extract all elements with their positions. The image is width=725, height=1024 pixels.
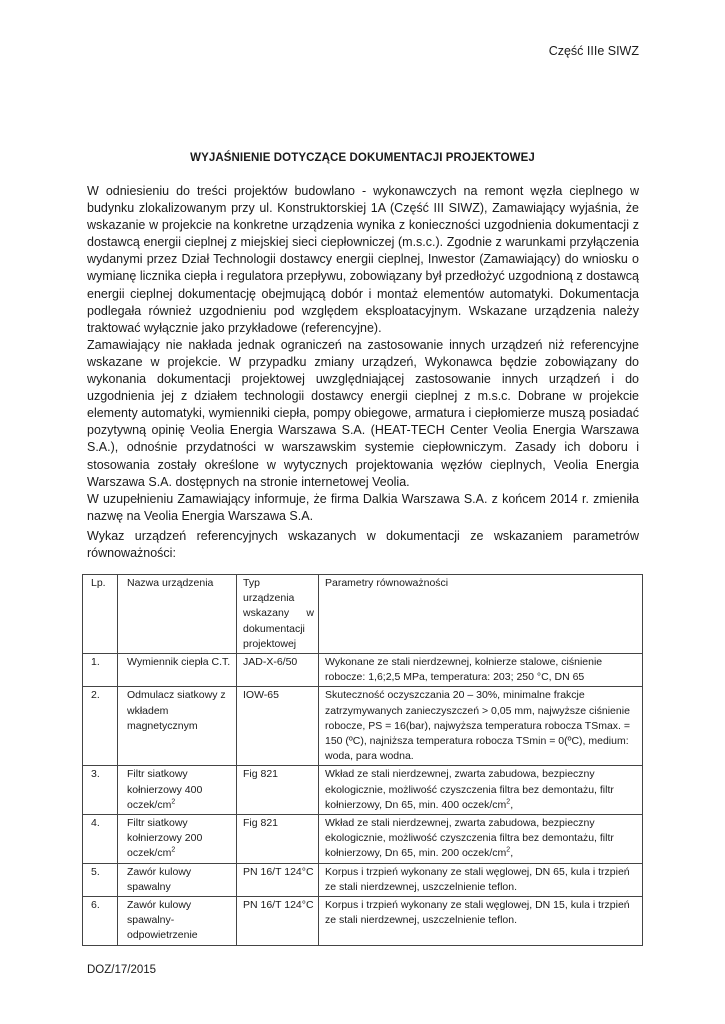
- row-lp: 2.: [83, 687, 118, 766]
- document-title: WYJAŚNIENIE DOTYCZĄCE DOKUMENTACJI PROJEKTOWEJ: [190, 152, 535, 164]
- row-name: [118, 766, 237, 815]
- header-part-label: Część IIIe SIWZ: [548, 44, 639, 58]
- paragraph-3: W uzupełnieniu Zamawiający informuje, że firma Dalkia Warszawa S.A. z końcem 2014 r. zmieniła nazwę na Veolia Energia Warszawa S.A.: [87, 491, 639, 523]
- row-lp: 4.: [83, 815, 118, 864]
- row-params-sup: 2: [506, 846, 511, 854]
- document-body: [87, 183, 639, 525]
- row-lp: 1.: [83, 654, 118, 687]
- row-params: Skuteczność oczyszczania 20 – 30%, minimalne frakcje zatrzymywanych zanieczyszczeń > 0,05 mm, najwyższe ciśnienie robocze, PS = 16(bar), najwyższa temperatura robocza TSmax. = 150 (ºC), najniższa temperatura robocza TSmin = 0(ºC), medium: woda, para wodna.: [319, 687, 643, 766]
- footer-reference: DOZ/17/2015: [87, 964, 157, 976]
- row-name: Wymiennik ciepła C.T.: [118, 654, 237, 687]
- row-params: Korpus i trzpień wykonany ze stali węglowej, DN 15, kula i trzpień ze stali nierdzewnej, uszczelnienie teflon.: [319, 897, 643, 946]
- row-params: [319, 766, 643, 815]
- header-params: Parametry równoważności: [319, 575, 643, 654]
- table-row: [83, 687, 643, 766]
- row-type: IOW-65: [237, 687, 319, 766]
- row-name-text: Filtr siatkowy kołnierzowy 200: [127, 817, 203, 845]
- paragraph-2: Zamawiający nie nakłada jednak ograniczeń na zastosowanie innych urządzeń niż referencyjne wskazane w projekcie. W przypadku zmiany urządzeń, Wykonawca będzie zobowiązany do wykonania dokumentacji projektowej uwzględniającej zastosowanie innych urządzeń i do uzgodnienia jej z działem technologii dostawcy energii cieplnej z m.s.c. Dobrane w projekcie elementy automatyki, wymienniki ciepła, pompy obiegowe, armatura i ciepłomierze muszą posiadać pozytywną opinię Veolia Energia Warszawa S.A. (HEAT-TECH Center Veolia Energia Warszawa S.A.), odnośnie przydatności w warszawskim systemie ciepłowniczym. Zasady ich doboru i stosowania zostały określone w wytycznych projektowania węzłów cieplnych, Veolia Energia Warszawa S.A. dostępnych na stronie internetowej Veolia.: [87, 337, 639, 489]
- table-intro: Wykaz urządzeń referencyjnych wskazanych w dokumentacji ze wskazaniem parametrów równoważności:: [87, 529, 639, 561]
- row-name-unit: oczek/cm: [127, 847, 172, 860]
- table-row: [83, 766, 643, 815]
- header-name: Nazwa urządzenia: [118, 575, 237, 654]
- table-row: [83, 863, 643, 896]
- row-params-text: Wkład ze stali nierdzewnej, zwarta zabudowa, bezpieczny ekologicznie, możliwość czyszczenia filtra bez demontażu, filtr kołnierzowy, Dn 65, min. 400 oczek/cm: [325, 768, 614, 811]
- row-name-sup: 2: [171, 846, 176, 854]
- row-params: Korpus i trzpień wykonany ze stali węglowej, DN 65, kula i trzpień ze stali nierdzewnej, uszczelnienie teflon.: [319, 863, 643, 896]
- row-params-text: Wkład ze stali nierdzewnej, zwarta zabudowa, bezpieczny ekologicznie, możliwość czyszczenia filtra bez demontażu, filtr kołnierzowy, Dn 65, min. 200 oczek/cm: [325, 817, 614, 860]
- row-type: PN 16/T 124°C: [237, 897, 319, 946]
- row-type: JAD-X-6/50: [237, 654, 319, 687]
- row-name-sup: 2: [171, 798, 176, 806]
- table-row: [83, 897, 643, 946]
- row-name: Zawór kulowy spawalny-odpowietrzenie: [118, 897, 237, 946]
- row-name: [118, 815, 237, 864]
- row-params-end: ,: [510, 847, 514, 860]
- row-lp: 5.: [83, 863, 118, 896]
- table-row: [83, 815, 643, 864]
- row-lp: 3.: [83, 766, 118, 815]
- row-type: Fig 821: [237, 815, 319, 864]
- row-name: Odmulacz siatkowy z wkładem magnetycznym: [118, 687, 237, 766]
- row-params-sup: 2: [506, 798, 511, 806]
- reference-equipment-table: [82, 574, 643, 946]
- row-params-end: ,: [510, 798, 514, 811]
- row-params: [319, 815, 643, 864]
- table-header-row: [83, 575, 643, 654]
- table-row: [83, 654, 643, 687]
- header-lp: Lp.: [83, 575, 118, 654]
- row-name: Zawór kulowy spawalny: [118, 863, 237, 896]
- paragraph-1: W odniesieniu do treści projektów budowlano - wykonawczych na remont węzła cieplnego w budynku zlokalizowanym przy ul. Konstruktorskiej 1A (Część III SIWZ), Zamawiający wyjaśnia, że wskazanie w projekcie na konkretne urządzenia wynika z konieczności uzgodnienia dokumentacji z dostawcą energii cieplnej z miejskiej sieci ciepłowniczej (m.s.c.). Zgodnie z warunkami przyłączenia wydanymi przez Dział Technologii dostawcy energii cieplnej, Inwestor (Zamawiający) do wniosku o wymianę licznika ciepła i regulatora przepływu, zobowiązany był przedłożyć uzgodnioną z dostawcą energii cieplnej dokumentację obejmującą dobór i montaż elementów automatyki. Dokumentacja podlegała również uzgodnieniu pod względem eksploatacyjnym. Wskazane urządzenia należy traktować wyłącznie jako przykładowe (referencyjne).: [87, 184, 639, 335]
- header-type: Typ urządzenia wskazany w dokumentacji projektowej: [237, 575, 319, 654]
- row-name-unit: oczek/cm: [127, 798, 172, 811]
- row-type: Fig 821: [237, 766, 319, 815]
- row-name-text: Filtr siatkowy kołnierzowy 400: [127, 768, 203, 796]
- row-params: Wykonane ze stali nierdzewnej, kołnierze stalowe, ciśnienie robocze: 1,6;2,5 MPa, temperatura: 203; 250 °C, DN 65: [319, 654, 643, 687]
- row-lp: 6.: [83, 897, 118, 946]
- row-type: PN 16/T 124°C: [237, 863, 319, 896]
